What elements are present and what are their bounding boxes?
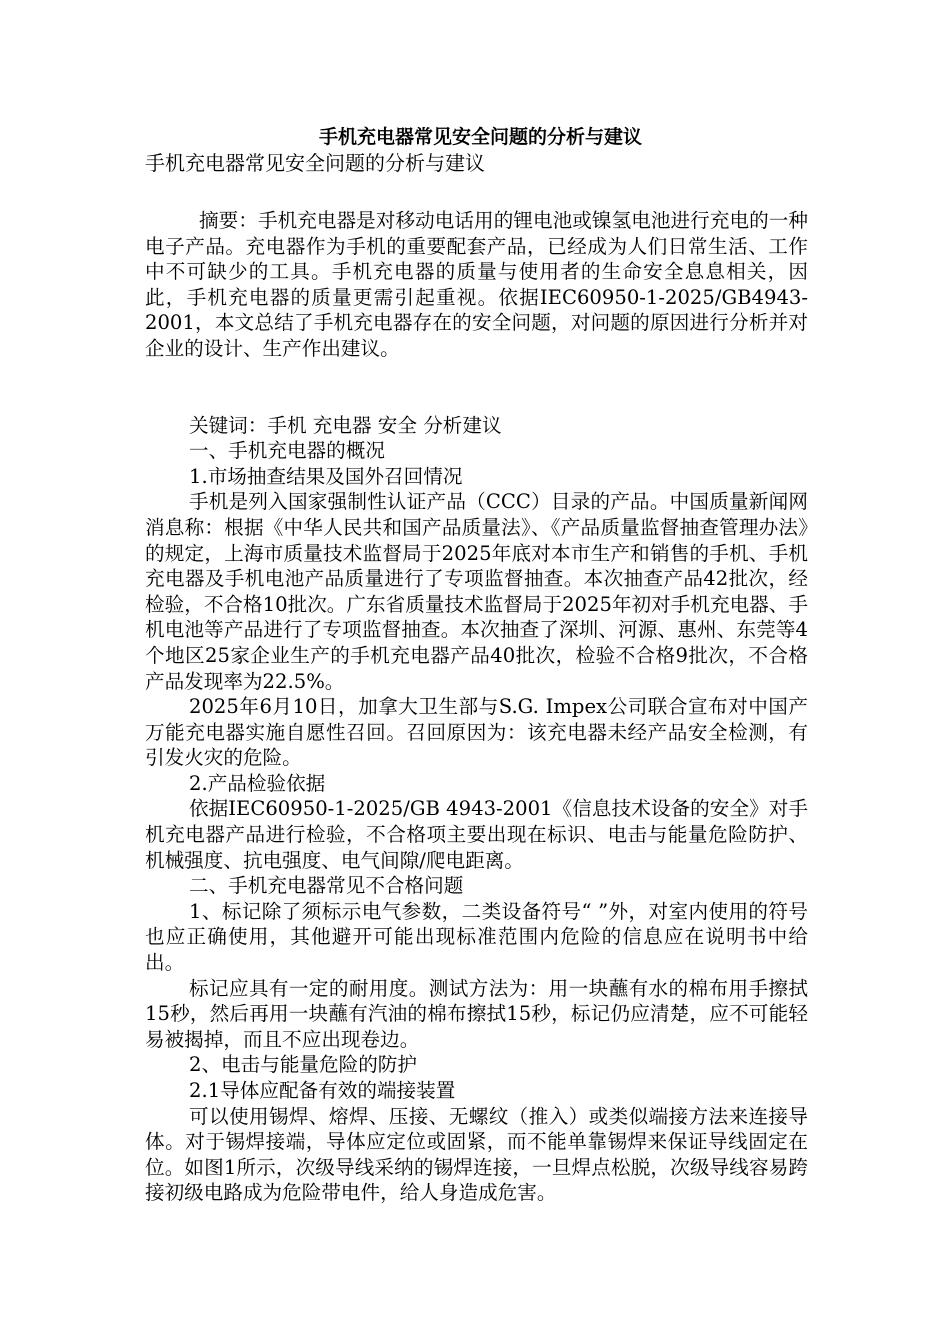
subsection-heading-2-2-1: 2.1导体应配备有效的端接装置 [189,1079,456,1102]
document-title: 手机充电器常见安全问题的分析与建议 [318,126,642,148]
keywords-line: 关键词：手机 充电器 安全 分析建议 [189,413,502,437]
marking-durability-paragraph: 标记应具有一定的耐用度。测试方法为：用一块蘸有水的棉布用手擦拭15秒，然后再用一块蘸有汽油的棉布擦拭15秒，标记仍应清楚，应不可能轻易被揭掉，而且不应出现卷边。 [145,976,808,1051]
termination-paragraph: 可以使用锡焊、熔焊、压接、无螺纹（推入）或类似端接方法来连接导体。对于锡焊接端，导体应定位或固紧，而不能单靠锡焊来保证导线固定在位。如图1所示，次级导线采纳的锡焊连接，一旦焊点松脱，次级导线容易跨接初级电路成为危险带电件，给人身造成危害。 [145,1104,808,1205]
subsection-heading-2-2: 2、电击与能量危险的防护 [189,1053,417,1077]
marking-paragraph: 1、标记除了须标示电气参数，二类设备符号“ ”外，对室内使用的符号 也应正确使用，其他避开可能出现标准范围内危险的信息应在说明书中给出。 [145,899,808,975]
document-subtitle: 手机充电器常见安全问题的分析与建议 [145,151,485,175]
subsection-heading-1-2: 2.产品检验依据 [189,771,326,795]
inspection-basis-paragraph: 依据IEC60950-1-2025/GB 4943-2001《信息技术设备的安全》对手机充电器产品进行检验，不合格项主要出现在标识、电击与能量危险防护、机械强度、抗电强度、电气间隙/爬电距离。 [145,797,808,872]
recall-paragraph: 2025年6月10日，加拿大卫生部与S.G. Impex公司联合宣布对中国产万能充电器实施自愿性召回。召回原因为：该充电器未经产品安全检测，有引发火灾的危险。 [145,695,808,770]
subsection-heading-1-1: 1.市场抽查结果及国外召回情况 [189,464,463,488]
section-heading-2: 二、手机充电器常见不合格问题 [189,874,464,898]
market-inspection-paragraph: 手机是列入国家强制性认证产品（CCC）目录的产品。中国质量新闻网消息称：根据《中华人民共和国产品质量法》、《产品质量监督抽查管理办法》的规定，上海市质量技术监督局于2025年底对本市生产和销售的手机、手机充电器及手机电池产品质量进行了专项监督抽查。本次抽查产品42批次，经检验，不合格10批次。广东省质量技术监督局于2025年初对手机充电器、手机电池等产品进行了专项监督抽查。本次抽查了深圳、河源、惠州、东莞等4个地区25家企业生产的手机充电器产品40批次，检验不合格9批次，不合格产品发现率为22.5%。 [145,490,808,693]
abstract-paragraph: 摘要：手机充电器是对移动电话用的锂电池或镍氢电池进行充电的一种电子产品。充电器作为手机的重要配套产品，已经成为人们日常生活、工作中不可缺少的工具。手机充电器的质量与使用者的生命安全息息相关，因此，手机充电器的质量更需引起重视。依据IEC60950-1-2025/GB4943-2001，本文总结了手机充电器存在的安全问题，对问题的原因进行分析并对企业的设计、生产作出建议。 [145,209,808,360]
section-heading-1: 一、手机充电器的概况 [189,439,385,463]
spacer [145,362,808,413]
document-page [145,124,808,1206]
